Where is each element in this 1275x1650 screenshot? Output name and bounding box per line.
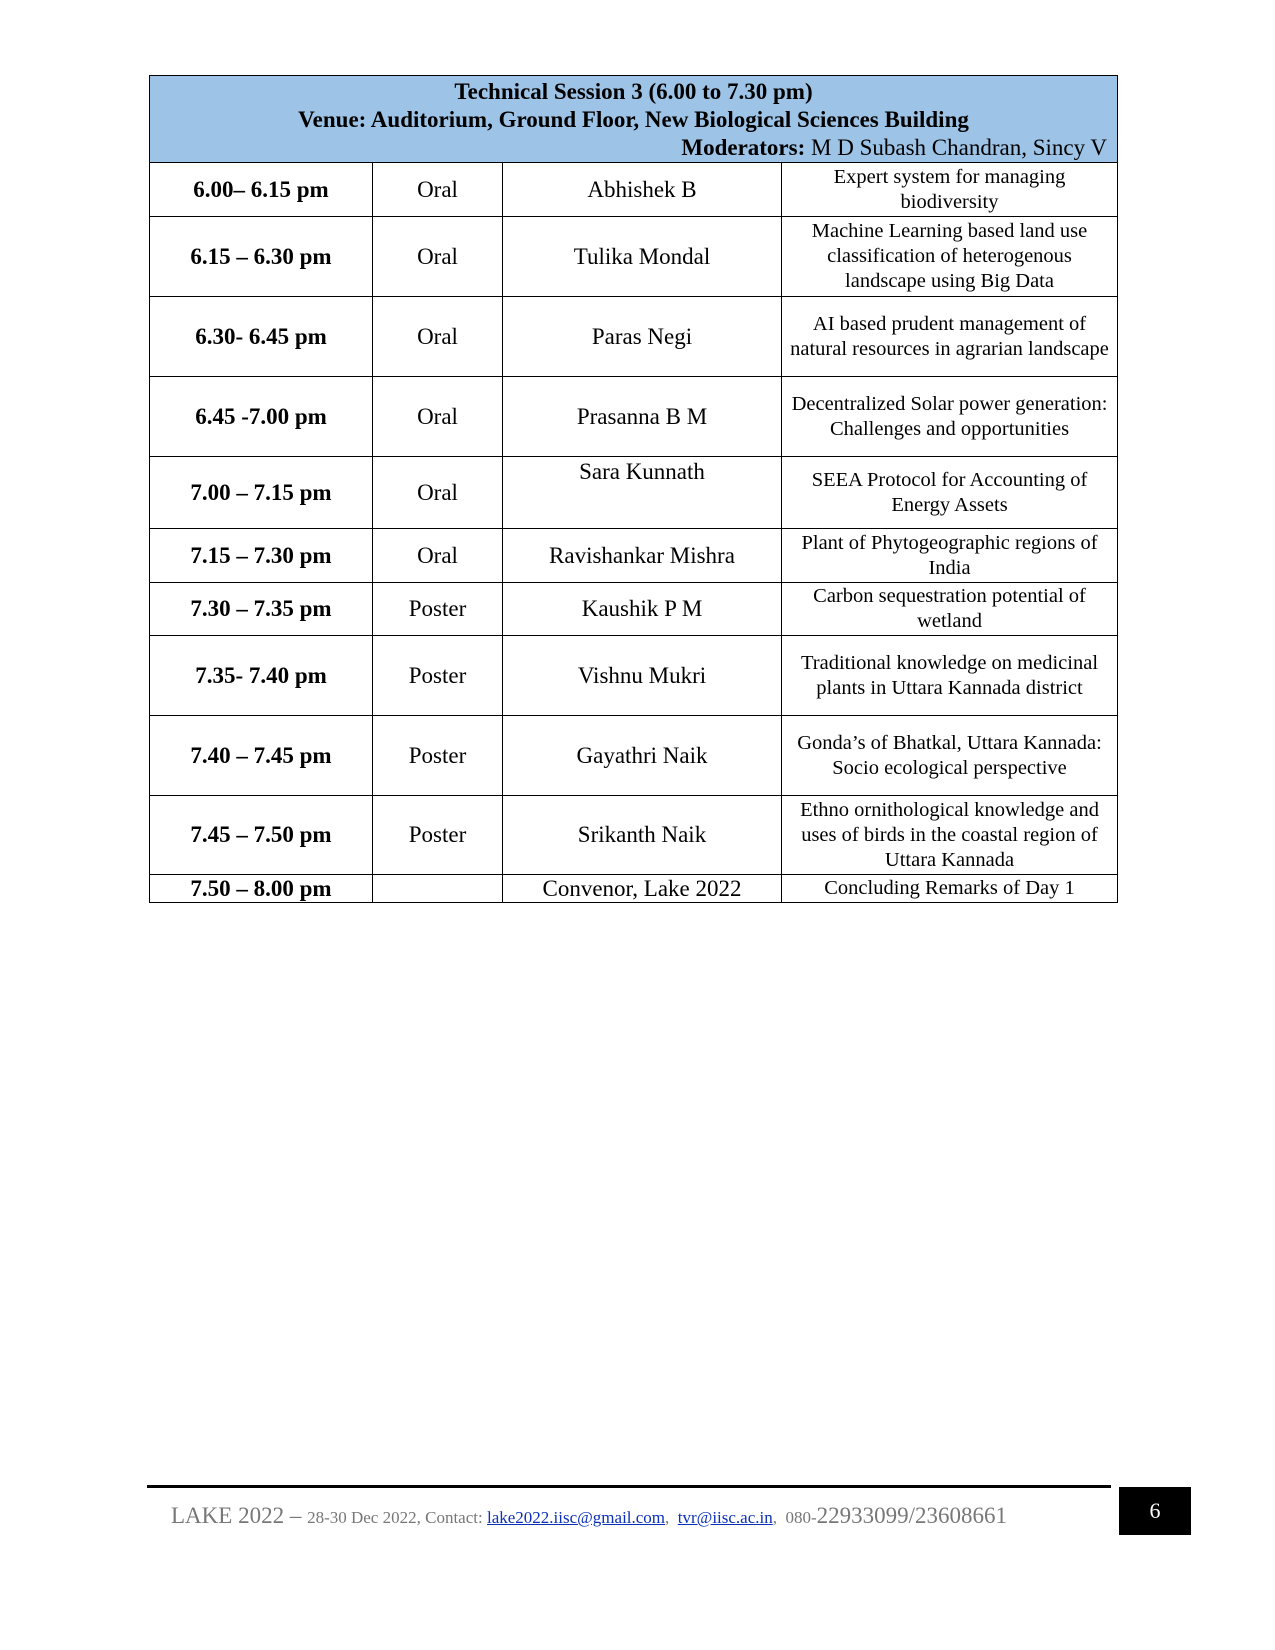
presenter-cell: Tulika Mondal [503,217,782,297]
presenter-cell: Kaushik P M [503,583,782,636]
footer-dates: 28-30 Dec 2022, Contact: [307,1508,483,1527]
table-row [150,583,1118,636]
time-cell: 7.15 – 7.30 pm [150,529,373,583]
table-row [150,163,1118,217]
table-row [150,796,1118,875]
table-row [150,217,1118,297]
title-cell: Gonda’s of Bhatkal, Uttara Kannada: Socio ecological perspective [782,716,1118,796]
time-cell: 6.45 -7.00 pm [150,377,373,457]
type-cell: Oral [373,297,503,377]
type-cell: Oral [373,217,503,297]
title-cell: Ethno ornithological knowledge and uses of birds in the coastal region of Uttara Kannada [782,796,1118,875]
table-row [150,636,1118,716]
presenter-cell: Srikanth Naik [503,796,782,875]
presenter-cell: Abhishek B [503,163,782,217]
session-moderators [160,134,1107,162]
table-row [150,529,1118,583]
title-cell: Traditional knowledge on medicinal plants in Uttara Kannada district [782,636,1118,716]
presenter-cell: Sara Kunnath [503,457,782,529]
footer-phone-prefix: 080- [785,1508,817,1527]
type-cell: Oral [373,457,503,529]
presenter-cell: Convenor, Lake 2022 [503,875,782,903]
footer-divider [147,1485,1111,1488]
moderators-label: Moderators: [681,135,806,160]
session-title: Technical Session 3 (6.00 to 7.30 pm) [454,79,813,104]
table-row [150,875,1118,903]
presenter-cell: Vishnu Mukri [503,636,782,716]
session-header [150,76,1118,163]
type-cell: Oral [373,377,503,457]
time-cell: 6.00– 6.15 pm [150,163,373,217]
presenter-cell: Paras Negi [503,297,782,377]
presenter-cell: Gayathri Naik [503,716,782,796]
time-cell: 7.40 – 7.45 pm [150,716,373,796]
session-venue: Venue: Auditorium, Ground Floor, New Biological Sciences Building [298,107,969,132]
type-cell: Poster [373,716,503,796]
table-row [150,297,1118,377]
title-cell: Plant of Phytogeographic regions of India [782,529,1118,583]
page-number: 6 [1119,1487,1191,1535]
presenter-cell: Ravishankar Mishra [503,529,782,583]
table-row [150,377,1118,457]
time-cell: 7.00 – 7.15 pm [150,457,373,529]
type-cell: Oral [373,163,503,217]
schedule-table [149,75,1118,903]
title-cell: SEEA Protocol for Accounting of Energy Assets [782,457,1118,529]
table-row [150,716,1118,796]
title-cell: Machine Learning based land use classification of heterogenous landscape using Big Data [782,217,1118,297]
presenter-cell: Prasanna B M [503,377,782,457]
type-cell: Poster [373,796,503,875]
footer: LAKE 2022 – 28-30 Dec 2022, Contact: lake2022.iisc@gmail.com, tvr@iisc.ac.in, 080-22933099/23608661 [171,1503,1008,1528]
footer-dash: – [284,1503,308,1528]
footer-phone: 22933099/23608661 [816,1503,1008,1528]
time-cell: 6.15 – 6.30 pm [150,217,373,297]
table-row [150,457,1118,529]
title-cell: Carbon sequestration potential of wetland [782,583,1118,636]
time-cell: 7.30 – 7.35 pm [150,583,373,636]
footer-email-link-1[interactable]: lake2022.iisc@gmail.com [486,1508,666,1527]
footer-email-link-2[interactable]: tvr@iisc.ac.in [677,1508,773,1527]
session-header-row [150,76,1118,163]
type-cell [373,875,503,903]
footer-event: LAKE 2022 [171,1503,285,1528]
type-cell: Poster [373,583,503,636]
time-cell: 7.45 – 7.50 pm [150,796,373,875]
title-cell: Expert system for managing biodiversity [782,163,1118,217]
type-cell: Poster [373,636,503,716]
time-cell: 6.30- 6.45 pm [150,297,373,377]
time-cell: 7.35- 7.40 pm [150,636,373,716]
title-cell: Concluding Remarks of Day 1 [782,875,1118,903]
moderators-names: M D Subash Chandran, Sincy V [811,135,1108,160]
title-cell: Decentralized Solar power generation: Challenges and opportunities [782,377,1118,457]
time-cell: 7.50 – 8.00 pm [150,875,373,903]
type-cell: Oral [373,529,503,583]
title-cell: AI based prudent management of natural resources in agrarian landscape [782,297,1118,377]
